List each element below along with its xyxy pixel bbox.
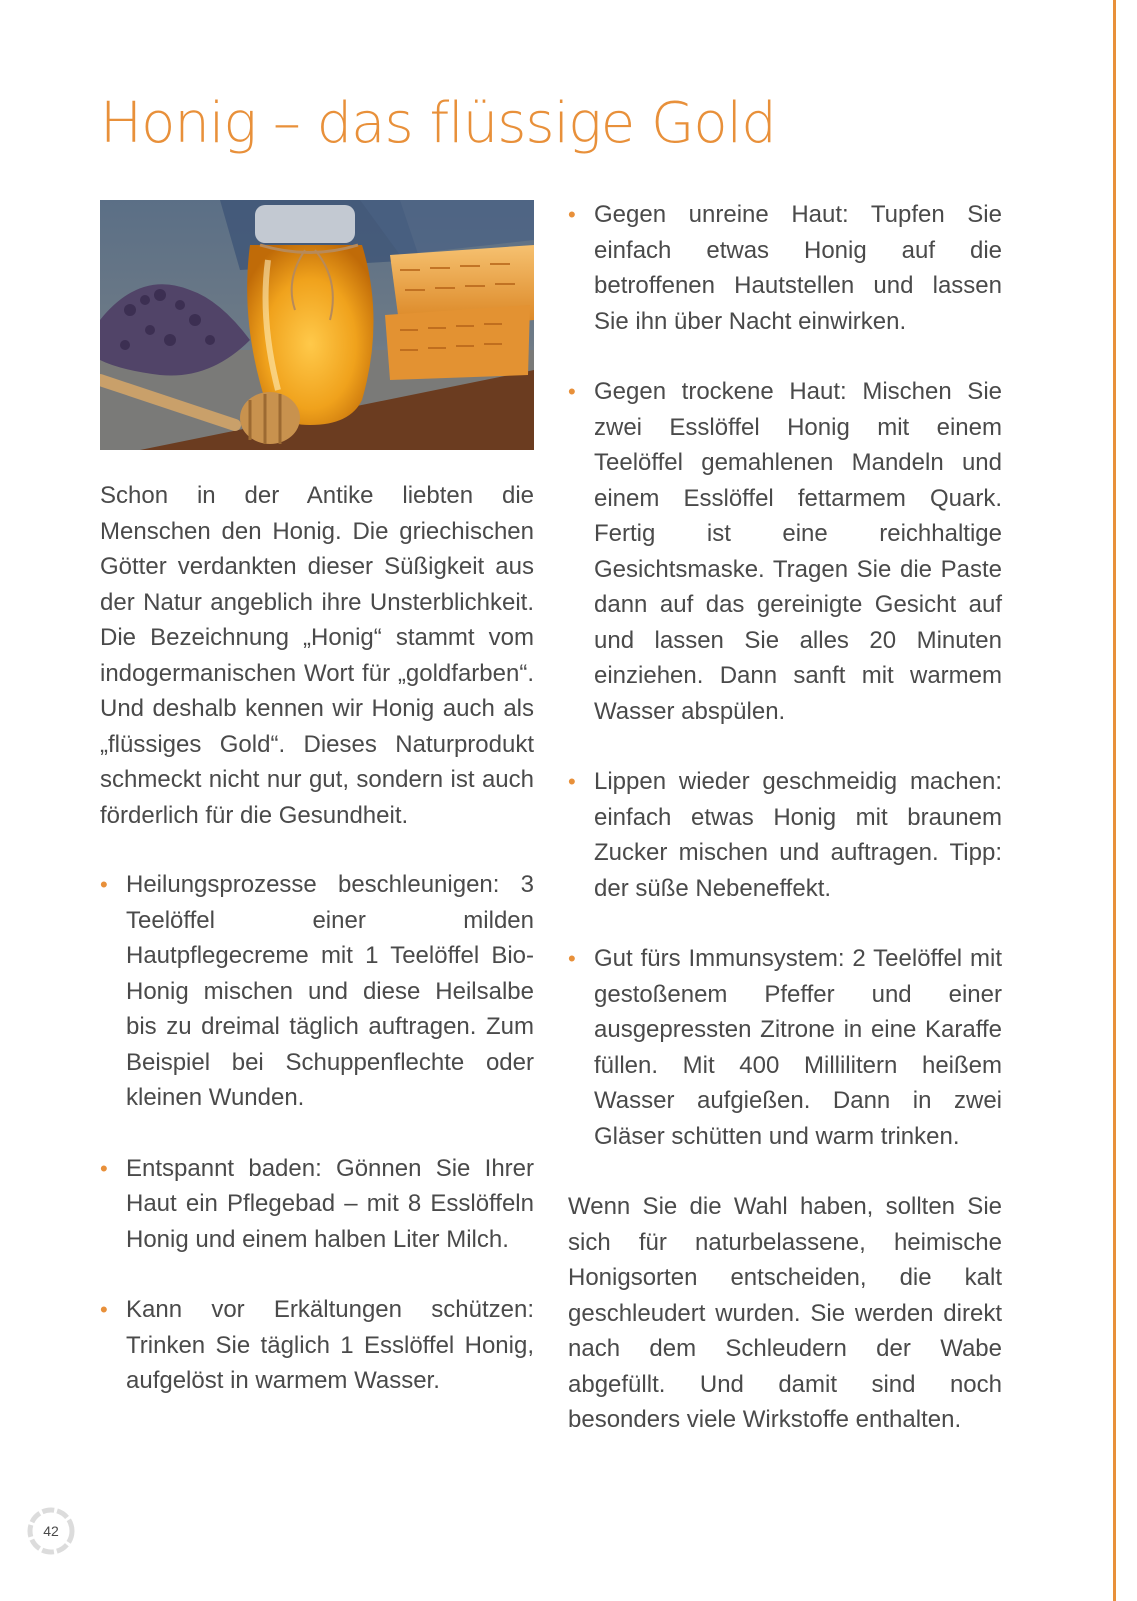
bullet-icon: • bbox=[568, 769, 576, 794]
honey-jar-photo bbox=[100, 200, 534, 450]
list-item bbox=[568, 941, 1002, 1154]
list-item-text: Kann vor Erkältungen schützen: Trinken Sie täglich 1 Esslöffel Honig, aufgelöst in warmem Wasser. bbox=[126, 1296, 534, 1394]
page-number-badge bbox=[26, 1506, 76, 1556]
left-column bbox=[100, 200, 534, 1434]
bullet-icon: • bbox=[568, 202, 576, 227]
page-title: Honig – das flüssige Gold bbox=[100, 91, 776, 156]
list-item bbox=[568, 197, 1002, 339]
bullet-icon: • bbox=[100, 872, 108, 897]
list-item bbox=[568, 374, 1002, 729]
right-column bbox=[568, 197, 1002, 1438]
list-item-text: Heilungsprozesse beschleunigen: 3 Teelöffel einer milden Hautpflegecreme mit 1 Teelöffel Bio-Honig mischen und diese Heilsalbe bis zu dreimal täglich auftragen. Zum Beispiel bei Schuppenflechte oder kleinen Wunden. bbox=[126, 871, 534, 1111]
list-item bbox=[100, 1292, 534, 1399]
list-item bbox=[100, 1151, 534, 1258]
bullet-icon: • bbox=[568, 946, 576, 971]
bullet-icon: • bbox=[568, 379, 576, 404]
closing-paragraph: Wenn Sie die Wahl haben, sollten Sie sich für naturbelassene, heimische Honigsorten entscheiden, die kalt geschleudert wurden. Sie werden direkt nach dem Schleudern der Wabe abgefüllt. Und damit sind noch besonders viele Wirkstoffe enthalten. bbox=[568, 1193, 1002, 1433]
list-item-text: Gut fürs Immunsystem: 2 Teelöffel mit gestoßenem Pfeffer und einer ausgepressten Zitrone in eine Karaffe füllen. Mit 400 Millilitern heißem Wasser aufgießen. Dann in zwei Gläser schütten und warm trinken. bbox=[594, 945, 1002, 1150]
page-number: 42 bbox=[43, 1523, 59, 1539]
bullet-icon: • bbox=[100, 1155, 108, 1181]
right-bullet-list bbox=[568, 197, 1002, 1154]
list-item bbox=[100, 867, 534, 1116]
list-item-text: Gegen unreine Haut: Tupfen Sie einfach etwas Honig auf die betroffenen Hautstellen und lassen Sie ihn über Nacht einwirken. bbox=[594, 201, 1002, 335]
list-item bbox=[568, 764, 1002, 906]
page-edge-line bbox=[1113, 0, 1116, 1601]
bullet-icon: • bbox=[100, 1297, 108, 1322]
intro-paragraph: Schon in der Antike liebten die Menschen den Honig. Die griechischen Götter verdankten dieser Süßigkeit aus der Natur angeblich ihre Unsterblichkeit. Die Bezeichnung „Honig“ stammt vom indogermanischen Wort für „goldfarben“. Und deshalb kennen wir Honig auch als „flüssiges Gold“. Dieses Naturprodukt schmeckt nicht nur gut, sondern ist auch förderlich für die Gesundheit. bbox=[100, 482, 534, 829]
list-item-text: Lippen wieder geschmeidig machen: einfach etwas Honig mit braunem Zucker mischen und auftragen. Tipp: der süße Nebeneffekt. bbox=[594, 768, 1002, 902]
left-bullet-list bbox=[100, 867, 534, 1399]
list-item-text: Entspannt baden: Gönnen Sie Ihrer Haut ein Pflegebad – mit 8 Esslöffeln Honig und einem halben Liter Milch. bbox=[126, 1154, 534, 1253]
list-item-text: Gegen trockene Haut: Mischen Sie zwei Esslöffel Honig mit einem Teelöffel gemahlenen Mandeln und einem Esslöffel fettarmem Quark. Fertig ist eine reichhaltige Gesichtsmaske. Tragen Sie die Paste dann auf das gereinigte Gesicht auf und lassen Sie alles 20 Minuten einziehen. Dann sanft mit warmem Wasser abspülen. bbox=[594, 378, 1002, 725]
